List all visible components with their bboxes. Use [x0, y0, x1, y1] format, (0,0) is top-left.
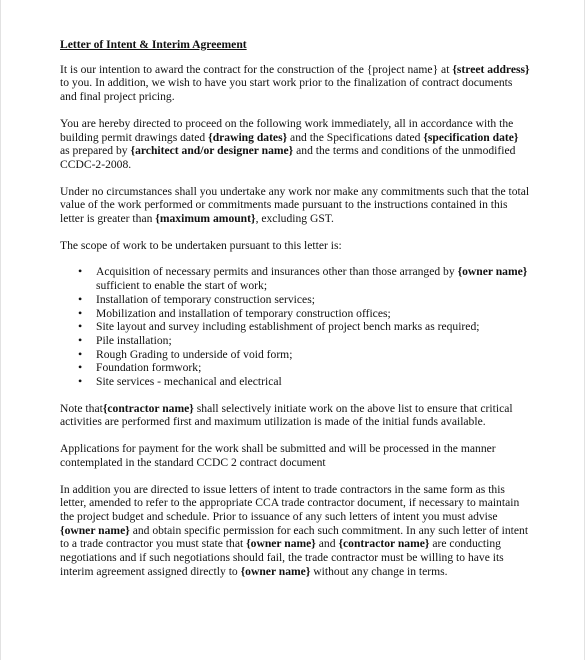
list-item: [78, 346, 530, 362]
text-run: You are hereby directed to proceed on the following work immediately, all in accordance with the building permit drawings dated: [60, 116, 514, 144]
owner-name-placeholder: {owner name}: [60, 523, 130, 537]
trade-contractors-paragraph: [60, 483, 530, 579]
list-item-text: Site layout and survey including establishment of project bench marks as required;: [96, 320, 480, 334]
text-run: and the terms and conditions of the unmodified CCDC-2-2008.: [60, 144, 516, 171]
text-run: It is our intention to award the contract for the construction of the {project name} at: [60, 62, 453, 76]
specification-date-placeholder: {specification date}: [423, 130, 519, 144]
list-item: [78, 264, 530, 293]
bullet-icon: •: [78, 374, 83, 389]
payment-paragraph: Applications for payment for the work shall be submitted and will be processed in the manner contemplated in the standard CCDC 2 contract document: [60, 442, 496, 469]
text-run: and obtain specific permission for each such commitment. In any such letter of intent to a trade contractor you must state that: [60, 523, 529, 551]
list-item-text: Pile installation;: [96, 333, 172, 347]
contractor-name-placeholder: {contractor name}: [102, 401, 194, 415]
contractor-name-placeholder: {contractor name}: [338, 537, 430, 551]
bullet-icon: •: [78, 332, 83, 347]
note-paragraph: [60, 402, 530, 429]
text-run: as prepared by: [60, 144, 131, 158]
list-item: [78, 305, 530, 321]
scope-intro-paragraph: The scope of work to be undertaken pursuant to this letter is:: [60, 238, 342, 252]
architect-name-placeholder: {architect and/or designer name}: [130, 144, 294, 158]
scope-list: [60, 265, 530, 388]
street-address-placeholder: {street address}: [452, 62, 530, 76]
direction-paragraph: [60, 117, 530, 172]
limit-paragraph: [60, 185, 530, 226]
bullet-icon: •: [78, 346, 83, 361]
bullet-icon: •: [78, 305, 83, 320]
list-item: [78, 360, 530, 375]
text-run: sufficient to enable the start of work;: [96, 279, 268, 293]
list-item-text: Foundation formwork;: [96, 361, 202, 375]
list-item-text: Mobilization and installation of temporary construction offices;: [96, 306, 391, 320]
text-run: In addition you are directed to issue letters of intent to trade contractors in the same form as this letter, amended to refer to the appropriate CCA trade contractor document, if necessary to maintain the project budget and schedule. Prior to issuance of any such letters of intent you must advise: [60, 482, 520, 523]
text-run: Acquisition of necessary permits and insurances other than those arranged by: [96, 265, 458, 279]
owner-name-placeholder: {owner name}: [246, 537, 316, 551]
owner-name-placeholder: {owner name}: [240, 564, 311, 578]
maximum-amount-placeholder: {maximum amount}: [155, 212, 256, 226]
bullet-icon: •: [78, 264, 83, 279]
text-run: are conducting negotiations and if such negotiations should fail, the trade contractor must be willing to have its interim agreement assigned directly to: [60, 537, 504, 578]
text-run: Under no circumstances shall you undertake any work nor make any commitments such that the total value of the work performed or commitments made pursuant to the instructions contained in this letter is greater than: [60, 184, 530, 226]
text-run: , excluding GST.: [255, 212, 334, 226]
list-item: [78, 291, 530, 307]
bullet-icon: •: [78, 360, 83, 375]
owner-name-placeholder: {owner name}: [457, 265, 528, 279]
text-run: Note that: [60, 401, 103, 415]
list-item: [78, 319, 530, 334]
letter-body: [60, 38, 530, 592]
list-item-text: Site services - mechanical and electrical: [96, 375, 282, 389]
list-item: [78, 374, 530, 389]
bullet-icon: •: [78, 291, 83, 306]
drawing-dates-placeholder: {drawing dates}: [208, 130, 288, 144]
text-run: and: [315, 537, 339, 551]
intro-paragraph: [60, 63, 530, 104]
text-run: shall selectively initiate work on the above list to ensure that critical activities are performed first and maximum utilization is made of the initial funds available.: [60, 401, 513, 429]
document-title: Letter of Intent & Interim Agreement: [60, 38, 247, 51]
text-run: and the Specifications dated: [287, 130, 424, 144]
list-item-text: Installation of temporary construction services;: [96, 292, 315, 306]
text-run: to you. In addition, we wish to have you start work prior to the finalization of contract documents and final project pricing.: [60, 76, 513, 104]
list-item-text: Rough Grading to underside of void form;: [96, 347, 293, 361]
text-run: without any change in terms.: [310, 564, 448, 578]
list-item: [78, 332, 530, 348]
bullet-icon: •: [78, 319, 83, 334]
